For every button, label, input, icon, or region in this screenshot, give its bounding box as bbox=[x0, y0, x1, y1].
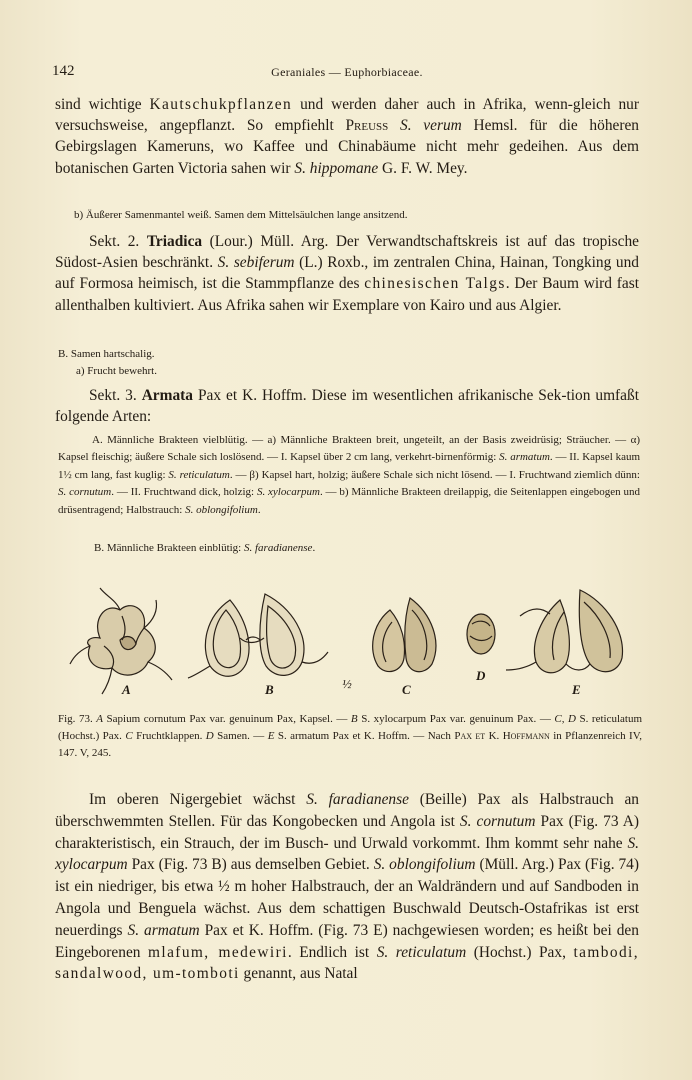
text: genannt, aus Natal bbox=[239, 965, 358, 983]
paragraph-1 bbox=[55, 94, 639, 179]
species-name: S. xylocarpum bbox=[256, 486, 320, 499]
figure-label-e: E bbox=[572, 682, 581, 697]
key-BB bbox=[94, 540, 315, 557]
section-name: Triadica bbox=[146, 233, 203, 250]
text: Pax (Fig. 73 A) charakteristisch, ein Strauch, der im Busch- und Urwald vorkommt. Ihm kommt sehr nahe bbox=[55, 812, 640, 852]
text: . Der Baum wird fast allenthalben kultiviert. Aus Afrika sahen wir Exemplare von Kairo und aus Algier. bbox=[55, 275, 639, 314]
spaced-term: Kautschukpflanzen bbox=[149, 96, 293, 113]
letter: E bbox=[267, 730, 275, 742]
text: und werden daher auch in Afrika, wenn-gleich nur versuchsweise, angepflanzt. So empfiehlt bbox=[55, 96, 639, 135]
spaced-term: mlafum, medewiri bbox=[148, 943, 288, 961]
seed-d-drawing bbox=[467, 614, 495, 654]
species-name: S. xylocarpum bbox=[55, 834, 639, 874]
figure-label-d: D bbox=[476, 668, 486, 683]
species-name: S. armatum bbox=[127, 921, 200, 939]
figure-caption bbox=[58, 711, 642, 762]
text: Fig. 73. bbox=[58, 713, 97, 725]
key-b1: b) Äußerer Samenmantel weiß. Samen dem Mittelsäulchen lange ansitzend. bbox=[74, 209, 408, 221]
section-name: Armata bbox=[141, 387, 193, 404]
fruit-valves-c-drawing bbox=[373, 598, 436, 672]
capsule-e-drawing bbox=[506, 590, 623, 673]
capsule-b-drawing bbox=[188, 594, 328, 678]
text: . — b) Männliche Brakteen dreilappig, die Seitenlappen eingebogen und drüsentragend; Halbstrauch: bbox=[58, 486, 640, 516]
species-name: S. armatum bbox=[499, 451, 550, 464]
running-header bbox=[52, 63, 642, 83]
author-name: Pax et K. Hoffmann bbox=[454, 730, 550, 742]
text: Sapium cornutum Pax var. genuinum Pax, Kapsel. — bbox=[103, 713, 351, 725]
text: (Müll. Arg.) Pax (Fig. 74) ist ein niedriger, bis etwa ½ m hoher Halbstrauch, der an Waldrändern und auf Sandboden in Angola und Benguela wächst. Aus dem schattigen Buschwald Deutsch-Ostafrikas ist erst neuerdings bbox=[55, 856, 639, 939]
paragraph-3 bbox=[55, 385, 639, 427]
figure-73 bbox=[60, 580, 640, 700]
figure-label-b: B bbox=[265, 682, 274, 697]
text: . — II. Fruchtwand dick, holzig: bbox=[111, 486, 257, 499]
species-name: S. oblongifolium bbox=[185, 503, 258, 516]
text: S. reticulatum (Hochst.) Pax. bbox=[58, 713, 643, 742]
spaced-term: tambodi, sandalwood, um-tomboti bbox=[55, 943, 639, 983]
species-name: S. faradianense bbox=[306, 791, 409, 808]
text: Pax (Fig. 73 B) aus demselben Gebiet. bbox=[127, 856, 374, 874]
capsule-a-drawing bbox=[70, 588, 172, 694]
text: Pax et K. Hoffm. Diese im wesentlichen afrikanische Sek-tion umfaßt folgende Arten: bbox=[55, 387, 639, 426]
species-name: S. sebiferum bbox=[217, 254, 295, 272]
text: S. armatum Pax et K. Hoffm. — Nach bbox=[274, 730, 455, 742]
text bbox=[388, 117, 400, 134]
species-name: S. reticulatum bbox=[168, 468, 230, 481]
text: in Pflanzenreich IV, 147. V, 245. bbox=[58, 730, 642, 759]
key-A bbox=[58, 432, 640, 519]
text: . — β) Kapsel hart, holzig; äußere Schale sich nicht lösend. — I. Fruchtwand ziemlich dünn: bbox=[229, 468, 640, 481]
text: Hemsl. für die höheren Gebirgslagen Kameruns, wo Kaffee und Chinabäume nicht mehr gedeihen. Aus dem botanischen Garten Victoria sahen wir bbox=[55, 117, 639, 177]
species-name: S. verum bbox=[400, 117, 462, 135]
letter: B bbox=[350, 713, 358, 725]
text: . Endlich ist bbox=[287, 943, 377, 961]
text: Pax et K. Hoffm. (Fig. 73 E) nachgewiesen worden; es heißt bei den Eingeborenen bbox=[55, 921, 639, 961]
text: B. Männliche Brakteen einblütig: bbox=[94, 542, 244, 554]
text: (Lour.) Müll. Arg. Der Verwandtschaftskreis ist auf das tropische Südost-Asien beschränkt. bbox=[55, 233, 639, 272]
text: . — II. Kapsel kaum 1½ cm lang, fast kuglig: bbox=[58, 451, 641, 481]
text: A. Männliche Brakteen vielblütig. — a) Männliche Brakteen breit, ungeteilt, an der Basis zweidrüsig; Sträucher. — α) Kapsel fleischig; äußere Schale sich loslösend. — I. Kapsel über 2 cm lang, verkehrt-birnenförmig: bbox=[58, 434, 640, 464]
spaced-term: chinesischen Talgs bbox=[364, 275, 506, 293]
key-B: B. Samen hartschalig. bbox=[58, 348, 155, 360]
letter: C, D bbox=[554, 713, 576, 725]
text: . bbox=[257, 503, 261, 516]
figure-scale: ½ bbox=[342, 676, 352, 691]
text: Samen. — bbox=[213, 730, 268, 742]
text: Im oberen Nigergebiet wächst bbox=[89, 791, 307, 808]
key-Ba: a) Frucht bewehrt. bbox=[76, 365, 157, 377]
figure-label-c: C bbox=[402, 682, 411, 697]
running-title: Geraniales — Euphorbiaceae. bbox=[271, 65, 423, 79]
text: G. F. W. Mey. bbox=[378, 159, 468, 177]
letter: D bbox=[205, 730, 214, 742]
species-name: S. cornutum bbox=[58, 486, 112, 499]
page-number: 142 bbox=[52, 63, 75, 79]
species-name: S. faradianense bbox=[244, 542, 313, 554]
text: . bbox=[312, 542, 316, 554]
text: Fruchtklappen. bbox=[132, 730, 206, 742]
text: S. xylocarpum Pax var. genuinum Pax. — bbox=[357, 713, 555, 725]
text: (L.) Roxb., im zentralen China, Hainan, Tongking und auf Formosa heimisch, ist die Stammpflanze des bbox=[55, 254, 639, 293]
text: (Hochst.) Pax, bbox=[466, 943, 574, 961]
author-name: Preuss bbox=[345, 117, 389, 135]
text: Sekt. 3. bbox=[89, 387, 142, 404]
figure-label-a: A bbox=[122, 682, 131, 697]
letter: C bbox=[125, 730, 133, 742]
text: Sekt. 2. bbox=[89, 233, 147, 250]
species-name: S. hippomane bbox=[294, 159, 379, 177]
paragraph-2 bbox=[55, 231, 639, 316]
paragraph-4 bbox=[55, 789, 639, 985]
text: (Beille) Pax als Halbstrauch an überschwemmten Stellen. Für das Kongobecken und Angola ist bbox=[55, 791, 639, 830]
species-name: S. oblongifolium bbox=[373, 856, 476, 874]
species-name: S. cornutum bbox=[459, 812, 536, 830]
letter: A bbox=[96, 713, 103, 725]
species-name: S. reticulatum bbox=[376, 943, 467, 961]
text: sind wichtige bbox=[55, 96, 150, 113]
